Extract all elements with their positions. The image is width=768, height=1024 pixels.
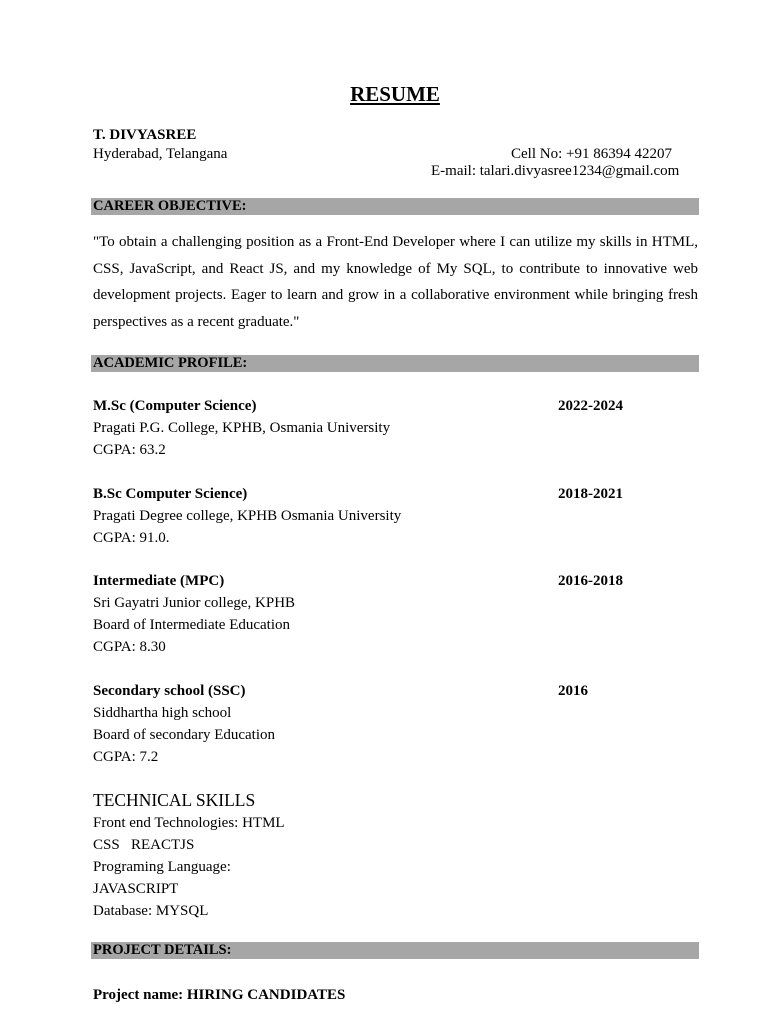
- candidate-name: T. DIVYASREE: [93, 127, 197, 143]
- technical-skills-heading: TECHNICAL SKILLS: [93, 790, 256, 810]
- project-details-heading: PROJECT DETAILS:: [93, 942, 232, 958]
- academic-detail: Siddhartha high school: [93, 705, 232, 721]
- academic-years: 2018-2021: [558, 486, 623, 502]
- candidate-location: Hyderabad, Telangana: [93, 146, 228, 162]
- career-objective-text: "To obtain a challenging position as a Front-End Developer where I can utilize my skills in HTML, CSS, JavaScript, and React JS, and my knowledge of My SQL, to contribute to innovative web development projects. Eager to learn and grow in a collaborative environment while bringing fresh perspectives as a recent graduate.": [93, 234, 698, 330]
- academic-years: 2016: [558, 683, 588, 699]
- academic-detail: Sri Gayatri Junior college, KPHB: [93, 595, 296, 611]
- academic-years: 2016-2018: [558, 573, 623, 589]
- academic-degree: B.Sc Computer Science): [93, 486, 248, 502]
- academic-years: 2022-2024: [558, 398, 623, 414]
- academic-detail: Pragati P.G. College, KPHB, Osmania University: [93, 420, 391, 436]
- academic-degree: M.Sc (Computer Science): [93, 398, 257, 414]
- cell-number: Cell No: +91 86394 42207: [511, 146, 672, 162]
- academic-profile-heading-bar: [91, 355, 699, 372]
- resume-title: RESUME: [350, 82, 440, 106]
- skill-line: Front end Technologies: HTML: [93, 815, 285, 831]
- academic-profile-heading: ACADEMIC PROFILE:: [93, 355, 248, 371]
- academic-detail: CGPA: 63.2: [93, 442, 166, 458]
- skill-line: Database: MYSQL: [93, 903, 209, 919]
- career-objective-heading: CAREER OBJECTIVE:: [93, 198, 247, 214]
- academic-detail: Pragati Degree college, KPHB Osmania University: [93, 508, 402, 524]
- project-details-heading-bar: [91, 942, 699, 959]
- project-name: Project name: HIRING CANDIDATES: [93, 987, 346, 1003]
- academic-detail: CGPA: 91.0.: [93, 530, 170, 546]
- academic-detail: CGPA: 8.30: [93, 639, 166, 655]
- academic-detail: Board of secondary Education: [93, 727, 276, 743]
- email-address: E-mail: talari.divyasree1234@gmail.com: [431, 163, 680, 179]
- skill-line: Programing Language:: [93, 859, 231, 875]
- academic-detail: CGPA: 7.2: [93, 749, 159, 765]
- skill-line: CSS REACTJS: [93, 837, 195, 853]
- academic-degree: Intermediate (MPC): [93, 573, 225, 589]
- academic-detail: Board of Intermediate Education: [93, 617, 291, 633]
- academic-degree: Secondary school (SSC): [93, 683, 246, 699]
- career-objective-heading-bar: [91, 198, 699, 215]
- skill-line: JAVASCRIPT: [93, 881, 179, 897]
